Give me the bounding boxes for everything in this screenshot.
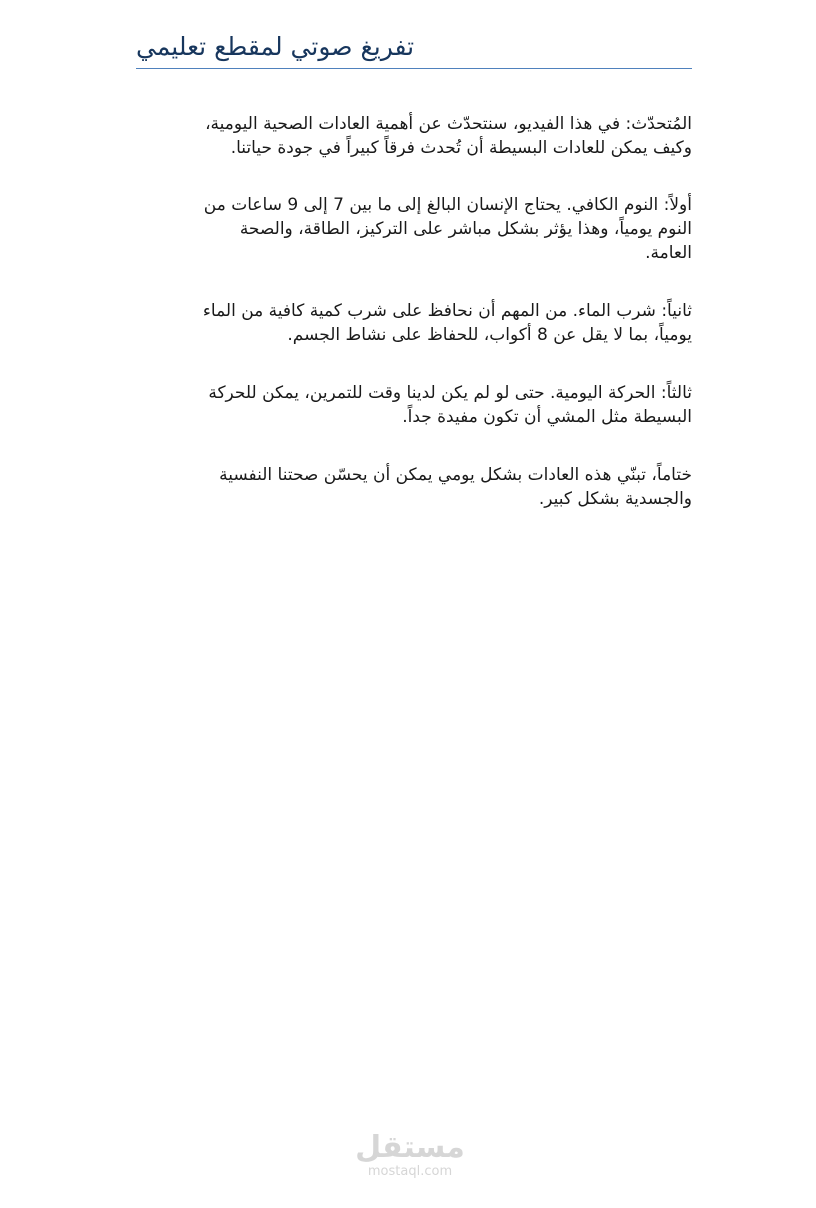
- watermark-logo-text: مستقل: [355, 1130, 465, 1165]
- paragraph-line: أولاً: النوم الكافي. يحتاج الإنسان البالغ إلى ما بين 7 إلى 9 ساعات من: [203, 195, 692, 215]
- paragraph-line: ثانياً: شرب الماء. من المهم أن نحافظ على شرب كمية كافية من الماء: [202, 301, 692, 321]
- document-title: تفريغ صوتي لمقطع تعليمي: [136, 32, 415, 61]
- paragraph-line: البسيطة مثل المشي أن تكون مفيدة جداً.: [402, 407, 692, 427]
- title-underline-rule: [136, 28, 692, 69]
- mostaql-watermark: [340, 1132, 480, 1180]
- paragraph-water: [134, 299, 692, 347]
- paragraph-conclusion: [134, 463, 692, 511]
- paragraph-line: المُتحدّث: في هذا الفيديو، سنتحدّث عن أهمية العادات الصحية اليومية،: [205, 114, 692, 134]
- paragraph-line: العامة.: [645, 243, 692, 263]
- paragraph-line: يومياً، بما لا يقل عن 8 أكواب، للحفاظ على نشاط الجسم.: [287, 325, 692, 345]
- paragraph-line: ثالثاً: الحركة اليومية. حتى لو لم يكن لدينا وقت للتمرين، يمكن للحركة: [208, 383, 692, 403]
- paragraph-intro: [134, 112, 692, 160]
- paragraph-sleep: [134, 193, 692, 265]
- watermark-url: mostaql.com: [367, 1164, 453, 1179]
- paragraph-line: ختاماً، تبنّي هذه العادات بشكل يومي يمكن أن يحسّن صحتنا النفسية: [219, 465, 692, 485]
- paragraph-line: والجسدية بشكل كبير.: [538, 489, 692, 509]
- paragraph-movement: [134, 381, 692, 429]
- paragraph-line: النوم يومياً، وهذا يؤثر بشكل مباشر على التركيز، الطاقة، والصحة: [239, 219, 692, 239]
- paragraph-line: وكيف يمكن للعادات البسيطة أن تُحدث فرقاً كبيراً في جودة حياتنا.: [230, 138, 692, 158]
- document-body: [134, 112, 692, 543]
